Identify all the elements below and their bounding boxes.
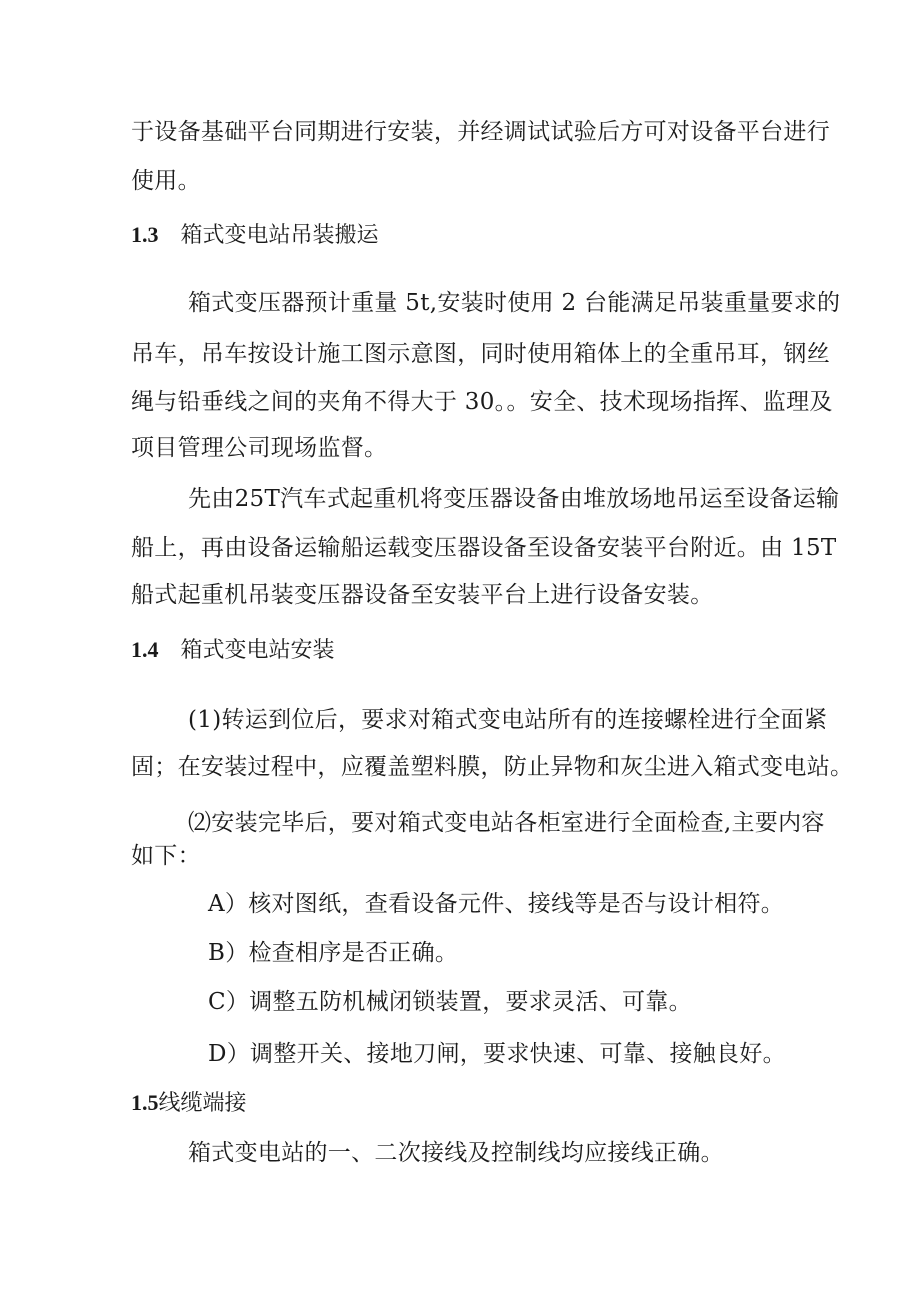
body-text-line: 吊车，吊车按设计施工图示意图，同时使用箱体上的全重吊耳，钢丝 — [131, 341, 830, 367]
section-heading-1-4 — [131, 635, 335, 666]
check-item: B）检查相序是否正确。 — [208, 940, 459, 966]
section-heading-1-3 — [131, 220, 379, 251]
section-number: 1.3 — [131, 222, 159, 247]
check-item: C）调整五防机械闭锁装置，要求灵活、可靠。 — [208, 989, 692, 1015]
body-text-line: 先由25T汽车式起重机将变压器设备由堆放场地吊运至设备运输 — [188, 486, 840, 512]
body-text-line: ⑵安装完毕后，要对箱式变电站各柜室进行全面检查,主要内容 — [188, 810, 825, 836]
section-title: 箱式变电站安装 — [180, 638, 335, 663]
body-text-line: 箱式变电站的一、二次接线及控制线均应接线正确。 — [188, 1140, 724, 1166]
section-title: 线缆端接 — [158, 1091, 247, 1116]
body-text-line: 船上，再由设备运输船运载变压器设备至设备安装平台附近。由 15T — [131, 535, 837, 561]
section-number: 1.4 — [131, 637, 159, 662]
body-text-line: 于设备基础平台同期进行安装，并经调试试验后方可对设备平台进行 — [131, 119, 830, 145]
body-text-line: 箱式变压器预计重量 5t,安装时使用 2 台能满足吊装重量要求的 — [188, 290, 841, 316]
body-text-line: 船式起重机吊装变压器设备至安装平台上进行设备安装。 — [131, 582, 714, 608]
body-text-line: 使用。 — [131, 168, 201, 194]
body-text-line: 如下： — [131, 843, 201, 869]
section-number: 1.5 — [131, 1090, 159, 1115]
section-title: 箱式变电站吊装搬运 — [180, 223, 379, 248]
section-heading-1-5 — [131, 1088, 247, 1119]
body-text-line: 绳与铅垂线之间的夹角不得大于 30。。安全、技术现场指挥、监理及 — [131, 389, 833, 415]
check-item: A）核对图纸，查看设备元件、接线等是否与设计相符。 — [208, 891, 785, 917]
body-text-line: 项目管理公司现场监督。 — [131, 435, 388, 461]
body-text-line: (1)转运到位后，要求对箱式变电站所有的连接螺栓进行全面紧 — [188, 707, 828, 733]
body-text-line: 固；在安装过程中，应覆盖塑料膜，防止异物和灰尘进入箱式变电站。 — [131, 754, 854, 780]
check-item: D）调整开关、接地刀闸，要求快速、可靠、接触良好。 — [208, 1041, 786, 1067]
